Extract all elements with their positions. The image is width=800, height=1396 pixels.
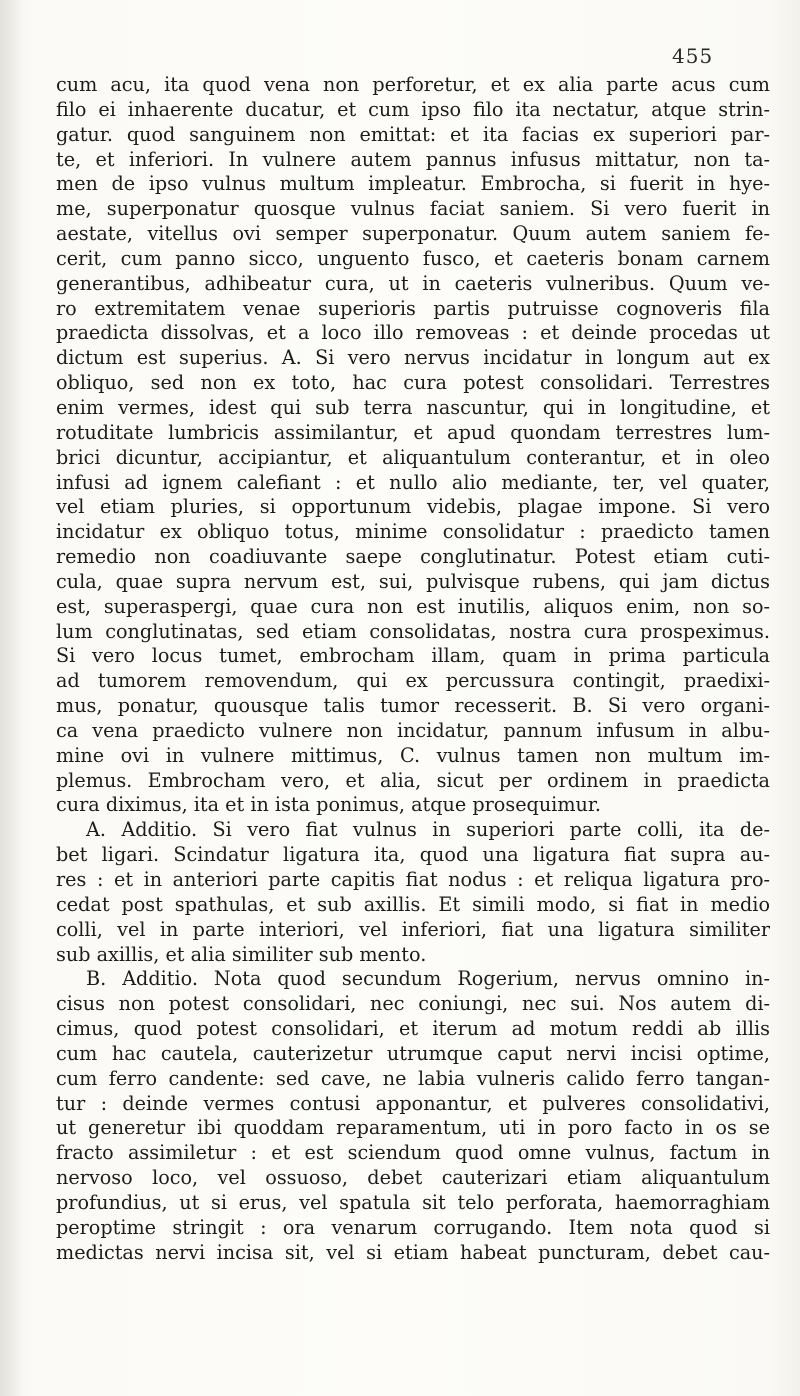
text-line: ut generetur ibi quoddam reparamentum, uti in poro facto in os se: [56, 1116, 770, 1140]
text-line: infusi ad ignem calefiant : et nullo alio mediante, ter, vel quater,: [56, 470, 770, 494]
text-line: filo ei inhaerente ducatur, et cum ipso filo ita nectatur, atque strin-: [56, 97, 770, 121]
text-line: mine ovi in vulnere mittimus, C. vulnus tamen non multum im-: [56, 743, 770, 767]
text-line: generantibus, adhibeatur cura, ut in caeteris vulneribus. Quum ve-: [56, 271, 770, 295]
text-line: cerit, cum panno sicco, unguento fusco, et caeteris bonam carnem: [56, 246, 770, 270]
text-line: lum conglutinatas, sed etiam consolidatas, nostra cura prospeximus.: [56, 619, 770, 643]
text-line: obliquo, sed non ex toto, hac cura potest consolidari. Terrestres: [56, 371, 770, 395]
text-line: mus, ponatur, quousque talis tumor recesserit. B. Si vero organi-: [56, 694, 770, 718]
text-line: colli, vel in parte interiori, vel inferiori, fiat una ligatura similiter: [56, 917, 770, 941]
page-edge-shadow: [0, 0, 22, 1396]
text-line: incidatur ex obliquo totus, minime consolidatur : praedicto tamen: [56, 520, 770, 544]
body-text: [56, 73, 770, 1266]
text-line: fracto assimiletur : et est sciendum quod omne vulnus, factum in: [56, 1141, 770, 1165]
text-line: aestate, vitellus ovi semper superponatur. Quum autem saniem fe-: [56, 222, 770, 246]
text-line: men de ipso vulnus multum impleatur. Embrocha, si fuerit in hye-: [56, 172, 770, 196]
text-line: cula, quae supra nervum est, sui, pulvisque rubens, qui jam dictus: [56, 569, 770, 593]
text-line: ad tumorem removendum, qui ex percussura contingit, praedixi-: [56, 669, 770, 693]
text-line: cisus non potest consolidari, nec coniungi, nec sui. Nos autem di-: [56, 992, 770, 1016]
text-line: me, superponatur quosque vulnus faciat saniem. Si vero fuerit in: [56, 197, 770, 221]
text-line: rotuditate lumbricis assimilantur, et apud quondam terrestres lum-: [56, 420, 770, 444]
text-line: res : et in anteriori parte capitis fiat nodus : et reliqua ligatura pro-: [56, 868, 770, 891]
text-line: est, superaspergi, quae cura non est inutilis, aliquos enim, non so-: [56, 594, 770, 618]
text-line: medictas nervi incisa sit, vel si etiam habeat puncturam, debet cau-: [56, 1240, 770, 1264]
text-line: profundius, ut si erus, vel spatula sit telo perforata, haemorraghiam: [56, 1190, 770, 1214]
text-line: enim vermes, idest qui sub terra nascuntur, qui in longitudine, et: [56, 395, 770, 419]
text-line: remedio non coadiuvante saepe conglutinatur. Potest etiam cuti-: [56, 545, 770, 569]
text-line: cum acu, ita quod vena non perforetur, et ex alia parte acus cum: [56, 73, 770, 96]
text-line: tur : deinde vermes contusi apponantur, et pulveres consolidativi,: [56, 1091, 770, 1115]
text-line: praedicta dissolvas, et a loco illo removeas : et deinde procedas ut: [56, 321, 770, 345]
text-line: A. Additio. Si vero fiat vulnus in superiori parte colli, ita de-: [86, 818, 770, 842]
text-line: vel etiam pluries, si opportunum videbis, plagae impone. Si vero: [56, 495, 770, 519]
text-line: dictum est superius. A. Si vero nervus incidatur in longum aut ex: [56, 346, 770, 370]
text-line: B. Additio. Nota quod secundum Rogerium, nervus omnino in-: [86, 967, 770, 991]
text-line: cimus, quod potest consolidari, et iterum ad motum reddi ab illis: [56, 1017, 770, 1041]
text-line: nervoso loco, vel ossuoso, debet cauterizari etiam aliquantulum: [56, 1166, 770, 1190]
text-line: peroptime stringit : ora venarum corrugando. Item nota quod si: [56, 1215, 770, 1239]
text-line: ca vena praedicto vulnere non incidatur, pannum infusum in albu-: [56, 718, 770, 742]
text-line: gatur. quod sanguinem non emittat: et ita facias ex superiori par-: [56, 122, 770, 146]
text-line: cura diximus, ita et in ista ponimus, atque prosequimur.: [56, 793, 602, 817]
text-line: cedat post spathulas, et sub axillis. Et simili modo, si fiat in medio: [56, 892, 770, 916]
page-number: 455: [672, 44, 714, 68]
text-line: cum hac cautela, cauterizetur utrumque caput nervi incisi optime,: [56, 1041, 770, 1065]
text-line: bet ligari. Scindatur ligatura ita, quod una ligatura fiat supra au-: [56, 843, 770, 867]
text-line: Si vero locus tumet, embrocham illam, quam in prima particula: [56, 644, 770, 668]
text-line: te, et inferiori. In vulnere autem pannus infusus mittatur, non ta-: [56, 147, 770, 171]
text-line: sub axillis, et alia similiter sub mento.: [56, 942, 427, 966]
text-line: plemus. Embrocham vero, et alia, sicut per ordinem in praedicta: [56, 768, 770, 792]
text-line: cum ferro candente: sed cave, ne labia vulneris calido ferro tangan-: [56, 1066, 770, 1090]
text-line: ro extremitatem venae superioris partis putruisse cognoveris fila: [56, 296, 770, 320]
text-line: brici dicuntur, accipiantur, et aliquantulum conterantur, et in oleo: [56, 445, 770, 469]
